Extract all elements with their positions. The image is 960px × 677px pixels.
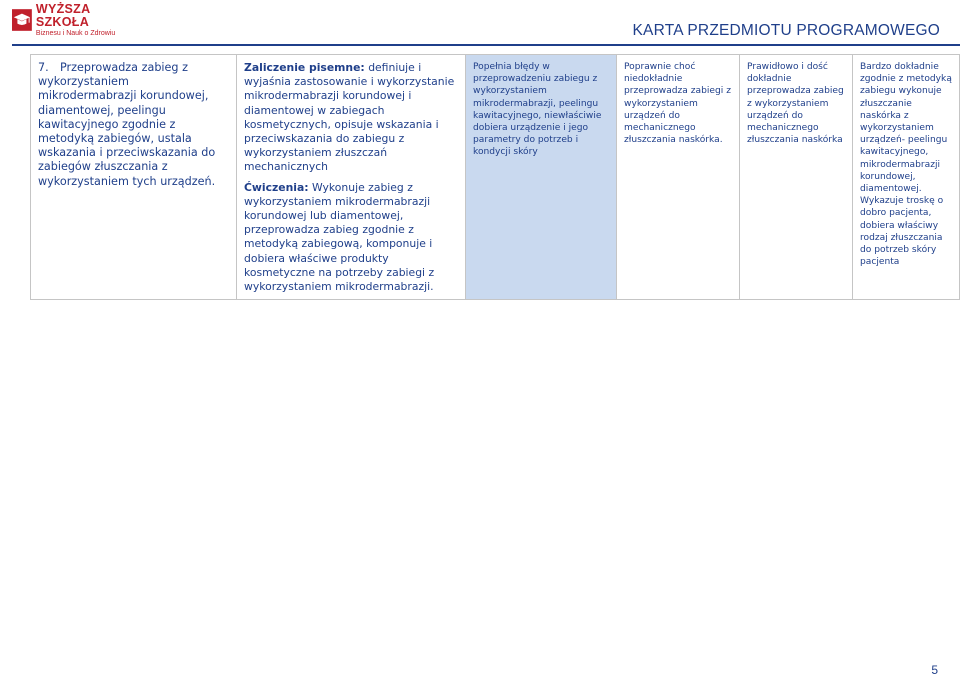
grade-3-cell — [617, 55, 740, 300]
written-exam-label: Zaliczenie pisemne: — [244, 61, 365, 74]
grade-5-text: Bardzo dokładnie zgodnie z metodyką zabiegu wykonuje złuszczanie naskórka z wykorzystaniem urządzeń- peelingu kawitacyjnego, mikrodermabrazji korundowej, diamentowej. Wykazuje troskę o dobro pacjenta, dobiera właściwy rodzaj złuszczania do potrzeb skóry pacjenta — [860, 62, 952, 268]
grade-2-cell — [466, 55, 617, 300]
grade-5-cell — [853, 55, 960, 300]
document-title: KARTA PRZEDMIOTU PROGRAMOWEGO — [632, 22, 940, 39]
school-logo — [12, 4, 136, 36]
grade-3-text: Poprawnie choć niedokładnie przeprowadza zabiegi z wykorzystaniem urządzeń do mechanicznego złuszczania naskórka. — [624, 62, 731, 146]
exercises-text: Wykonuje zabieg z wykorzystaniem mikrodermabrazji korundowej lub diamentowej, przeprowadza zabieg zgodnie z metodyką zabiegową, komponuje i dobiera właściwe produkty kosmetyczne na potrzeby zabiegi z wykorzystaniem mikrodermabrazji. — [244, 180, 435, 294]
logo-subtitle: Biznesu i Nauk o Zdrowiu — [35, 30, 116, 37]
grade-4-cell — [740, 55, 853, 300]
row-number: 7. — [38, 61, 49, 74]
exercises-label: Ćwiczenia: — [244, 180, 309, 194]
effect-cell — [31, 55, 237, 300]
grade-4-text: Prawidłowo i dość dokładnie przeprowadza zabieg z wykorzystaniem urządzeń do mechanicznego złuszczania naskórka — [747, 62, 844, 146]
effect-text: Przeprowadza zabieg z wykorzystaniem mikrodermabrazji korundowej, diamentowej, peelingu kawitacyjnego zgodnie z metodyką zabiegów, ustala wskazania i przeciwskazania do zabiegów złuszczania z wykorzystaniem tych urządzeń. — [38, 61, 216, 188]
logo-title: WYŻSZA SZKOŁA — [35, 2, 90, 29]
grade-2-text: Popełnia błędy w przeprowadzeniu zabiegu z wykorzystaniem mikrodermabrazji, peelingu kawitacyjnego, niewłaściwie dobiera urządzenie i jego parametry do potrzeb i kondycji skóry — [473, 62, 602, 158]
written-exam-text: definiuje i wyjaśnia zastosowanie i wykorzystanie mikrodermabrazji korundowej i diamentowej w zabiegach kosmetycznych, opisuje wskazania i przeciwskazania do zabiegu z wykorzystaniem złuszczań mechanicznych — [244, 61, 455, 174]
page-number: 5 — [931, 663, 938, 677]
learning-outcomes-table — [30, 54, 960, 300]
table-row — [31, 55, 960, 300]
header-divider — [12, 44, 960, 46]
graduation-cap-icon — [12, 8, 32, 32]
verification-cell — [237, 55, 466, 300]
